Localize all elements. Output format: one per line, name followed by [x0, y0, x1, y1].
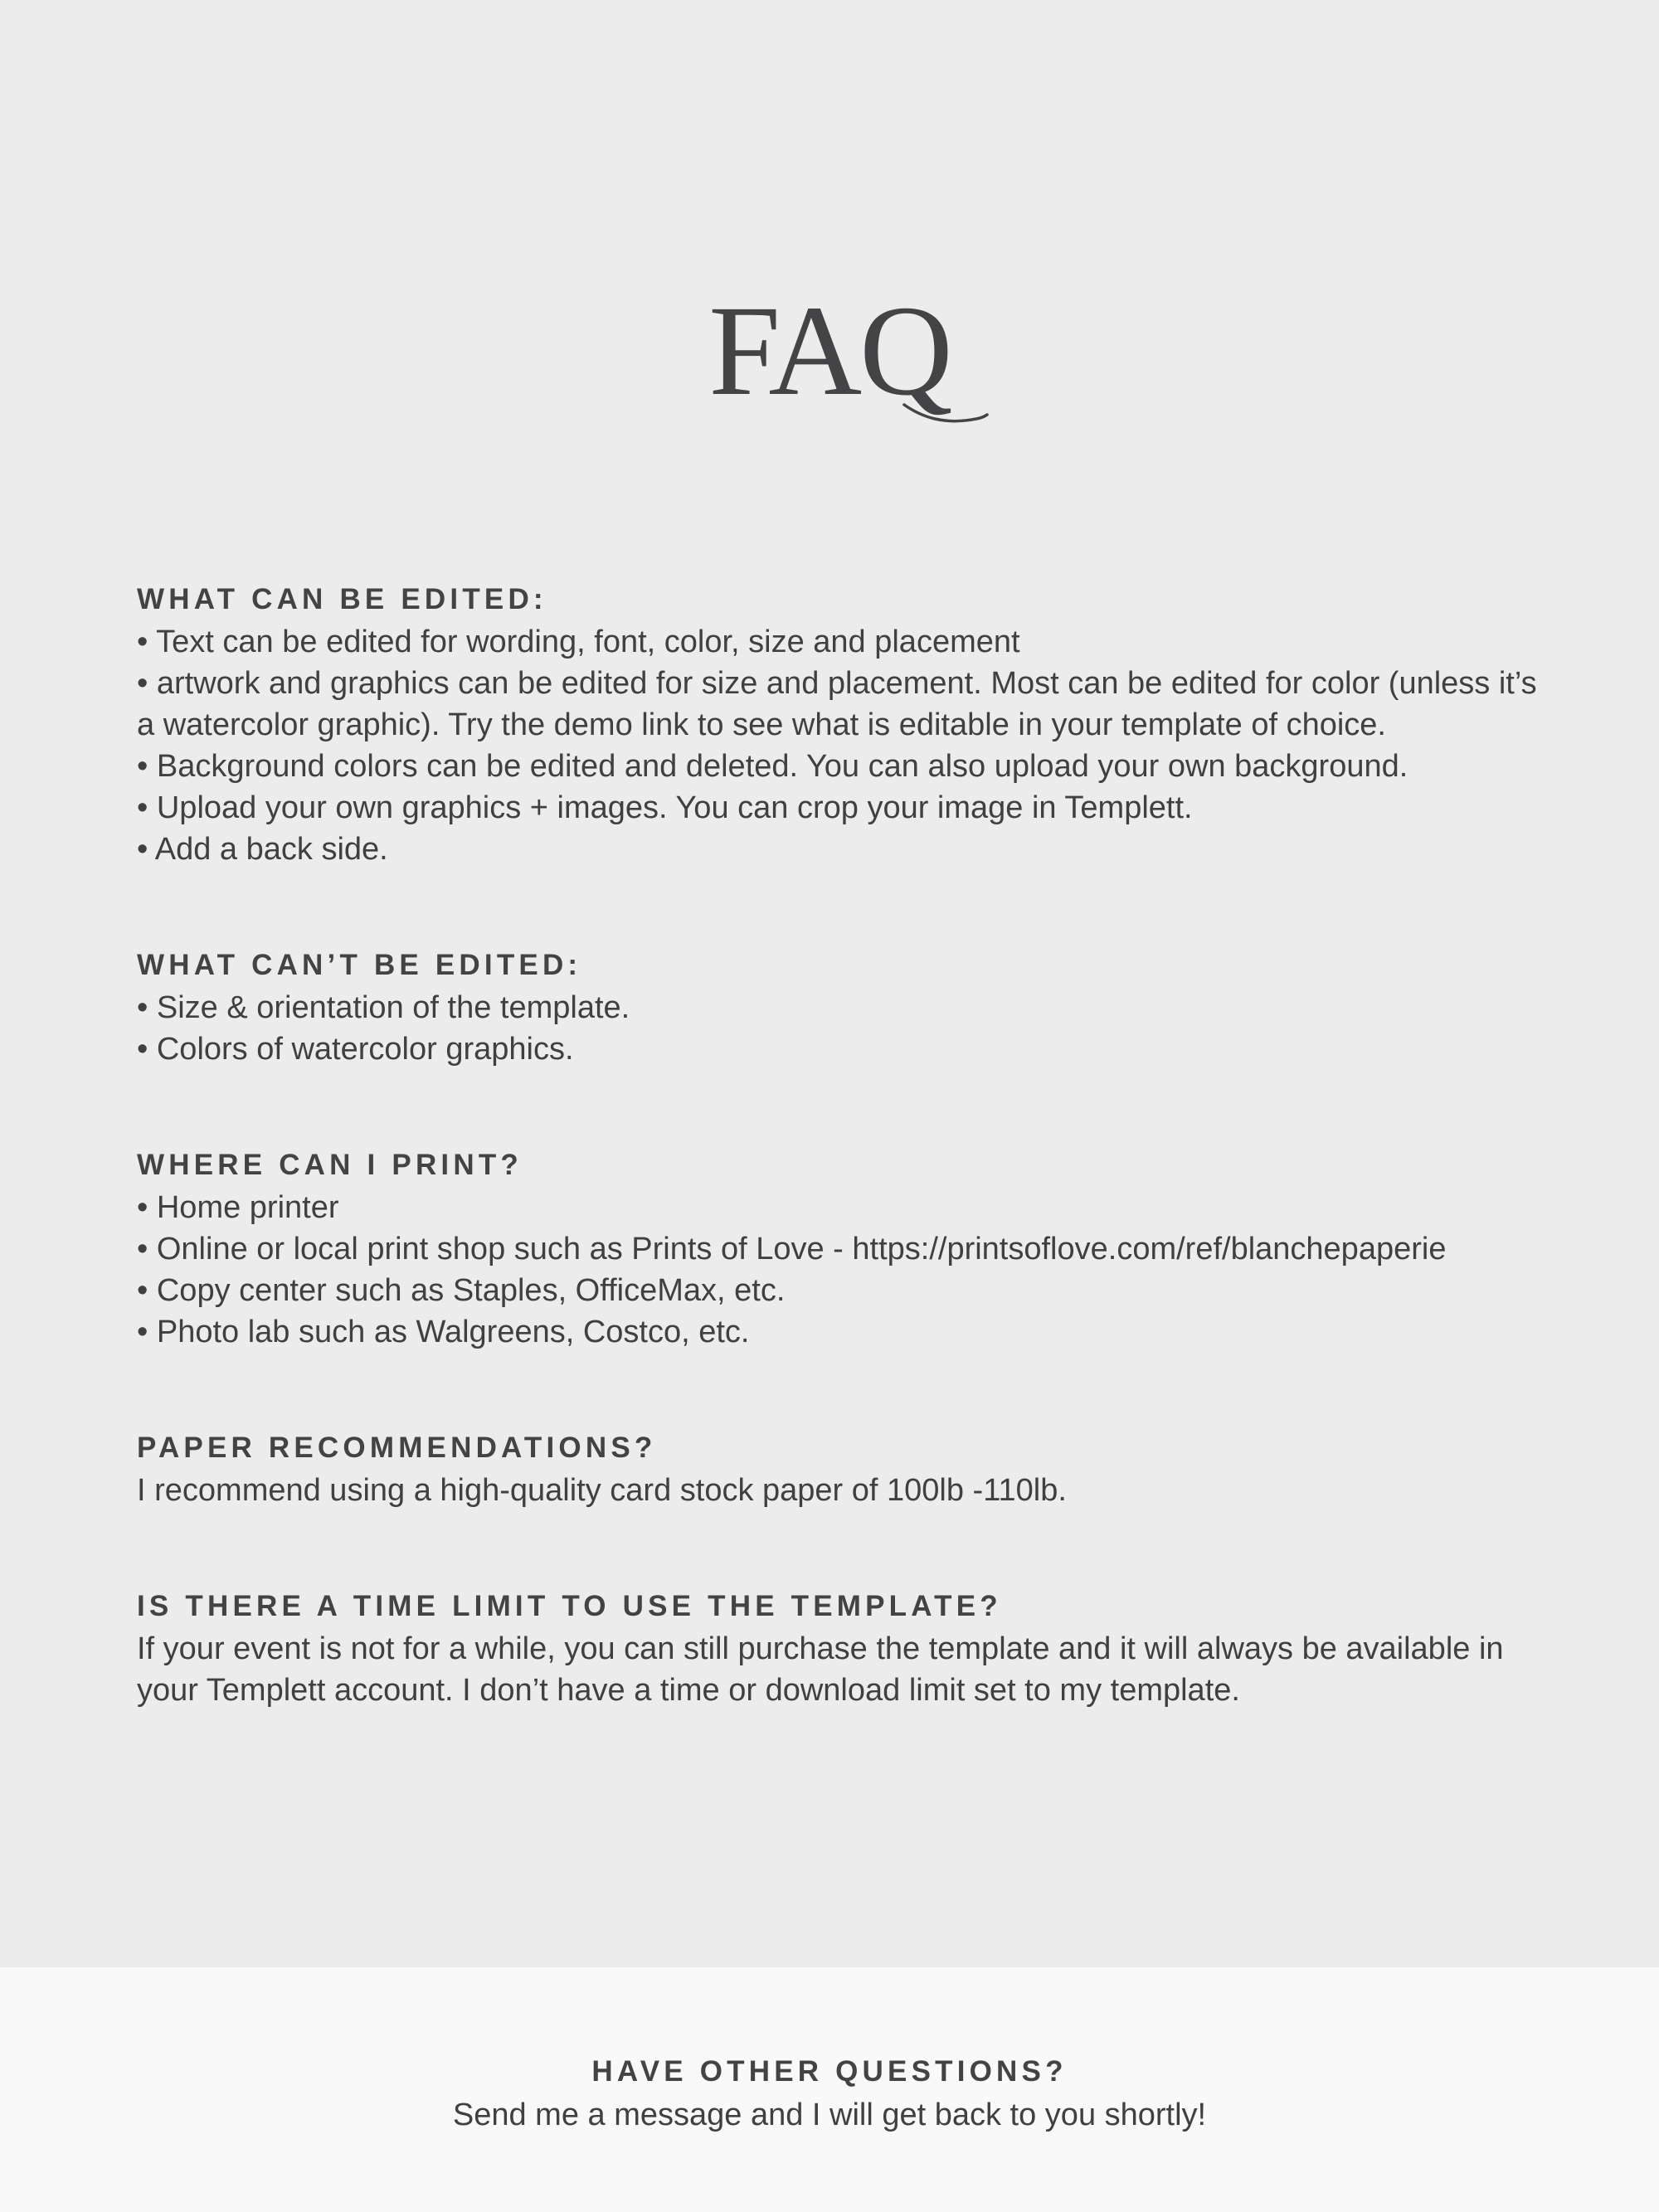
page-title: FAQ	[708, 279, 951, 422]
faq-line: If your event is not for a while, you can still purchase the template and it will always be available in your Templett account. I don’t have a time or download limit set to my template.	[137, 1631, 1504, 1708]
faq-section-time-limit	[137, 1587, 1555, 1711]
faq-line: • artwork and graphics can be edited for size and placement. Most can be edited for color (unless it’s a watercolor graphic). Try the demo link to see what is editable in your template of choice.	[137, 666, 1537, 742]
faq-section-where-can-i-print	[137, 1146, 1555, 1353]
faq-section-paper-recommendations	[137, 1429, 1555, 1511]
footer-text: Send me a message and I will get back to you shortly!	[452, 2098, 1207, 2132]
faq-line: • Online or local print shop such as Prints of Love - https://printsoflove.com/ref/blanchepaperie	[137, 1232, 1447, 1266]
faq-section-what-cant-be-edited	[137, 946, 1555, 1070]
faq-line: • Background colors can be edited and deleted. You can also upload your own background.	[137, 749, 1408, 784]
q-tail-flourish	[898, 393, 989, 430]
faq-line: • Upload your own graphics + images. You can crop your image in Templett.	[137, 790, 1193, 825]
faq-line: I recommend using a high-quality card stock paper of 100lb -110lb.	[137, 1473, 1067, 1508]
faq-line: • Colors of watercolor graphics.	[137, 1032, 574, 1067]
faq-section-what-can-be-edited	[137, 581, 1555, 870]
faq-line: • Text can be edited for wording, font, color, size and placement	[137, 625, 1020, 659]
section-heading: WHAT CAN BE EDITED:	[137, 583, 547, 615]
contact-footer	[0, 1967, 1659, 2212]
section-heading: WHERE CAN I PRINT?	[137, 1149, 523, 1181]
section-heading: IS THERE A TIME LIMIT TO USE THE TEMPLATE?	[137, 1590, 1002, 1622]
footer-heading: HAVE OTHER QUESTIONS?	[591, 2055, 1068, 2088]
faq-line: • Home printer	[137, 1190, 339, 1225]
section-heading: PAPER RECOMMENDATIONS?	[137, 1432, 657, 1464]
faq-line: • Photo lab such as Walgreens, Costco, etc.	[137, 1315, 750, 1349]
faq-line: • Copy center such as Staples, OfficeMax, etc.	[137, 1273, 786, 1308]
faq-line: • Add a back side.	[137, 832, 388, 867]
faq-content	[137, 581, 1555, 1711]
section-heading: WHAT CAN’T BE EDITED:	[137, 949, 582, 981]
faq-line: • Size & orientation of the template.	[137, 990, 630, 1025]
